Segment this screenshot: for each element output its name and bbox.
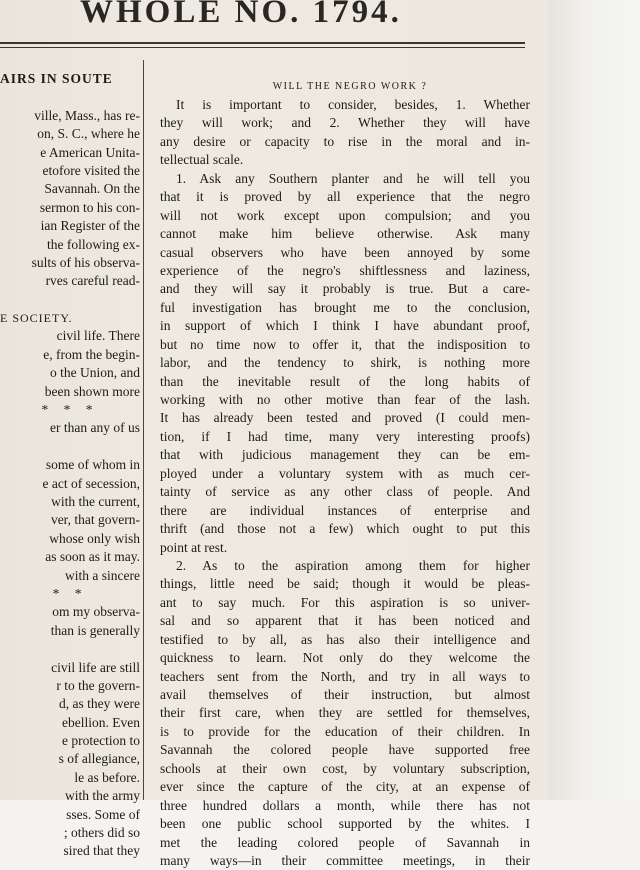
masthead-issue-number: WHOLE NO. 1794. (80, 0, 402, 30)
left-column-line: e act of secession, (42, 475, 140, 491)
masthead-rule-thick (0, 42, 525, 44)
left-column-line (0, 640, 140, 658)
left-column-line: with a sincere (65, 567, 140, 583)
left-column-line: etofore visited the (42, 162, 140, 178)
left-column-line: as soon as it may. (45, 549, 140, 565)
article-text-line: teachers sent from the North, and try in all ways to (160, 668, 530, 684)
left-column-line (0, 291, 140, 309)
left-column-line: le as before. (74, 769, 140, 785)
left-column-line: ville, Mass., has re- (34, 107, 140, 123)
article-text-line: casual observers who have been annoyed by some (160, 244, 530, 260)
left-column-line: the following ex- (47, 236, 140, 252)
left-column-line: been shown more (44, 383, 140, 399)
article-text-line: there are individual instances of enterprise and (160, 502, 530, 518)
left-column-line: o the Union, and (50, 365, 140, 381)
left-column-line: * * (52, 585, 88, 601)
article-text-line: and they will say it probably is true. But a care- (160, 281, 530, 297)
left-column-line: ver, that govern- (50, 512, 140, 528)
left-column-line: with the army (65, 788, 140, 804)
article-text-line: they will work; and 2. Whether they will have (160, 115, 530, 131)
left-column-line (0, 438, 140, 456)
article-title: WILL THE NEGRO WORK ? (272, 81, 428, 92)
article-text-line: ployed under a voluntary system with as much cer- (160, 465, 530, 481)
left-column-line: om my observa- (52, 604, 140, 620)
article-text-line: that it is proved by all experience that the negro (160, 189, 530, 205)
article-text-line: is to provide for the education of their children. In (160, 723, 530, 739)
article-text-line: ant to say much. For this aspiration is so univer- (160, 594, 530, 610)
left-column-line: whose only wish (49, 530, 140, 546)
article-column (160, 78, 530, 870)
left-column-line: sired that they (63, 843, 140, 859)
article-text-line: but no time now to offer it, that the indisposition to (160, 336, 530, 352)
article-text-line: than the inevitable result of the long habits of (160, 373, 530, 389)
article-text-line: thrift (and those not a few) which ought to put this (160, 521, 530, 537)
article-text-line: in support of which I think I have abundant proof, (160, 318, 530, 334)
left-column-line: sses. Some of (66, 806, 140, 822)
left-column-line: * * * (41, 402, 99, 418)
article-text-line: labor, and the tendency to shirk, is nothing more (160, 355, 530, 371)
article-text-line: testified to by all, as has also their intelligence and (160, 631, 530, 647)
article-text-line: been one public school supported by the whites. I (160, 816, 530, 832)
left-column-line: s of allegiance, (58, 751, 140, 767)
left-column-line: e protection to (62, 733, 140, 749)
left-column-line: d, as they were (59, 696, 140, 712)
page-margin-background (548, 0, 640, 800)
article-text-line: quickness to learn. Not only do they welcome the (160, 650, 530, 666)
article-text-line: 2. As to the aspiration among them for higher (176, 557, 530, 573)
left-column-line: with the current, (51, 493, 140, 509)
article-text-line: things, little need be said; though it would be pleas- (160, 576, 530, 592)
article-text-line: three hundred dollars a month, while there has not (160, 797, 530, 813)
article-text-line: working with no other motive than fear of the lash. (160, 392, 530, 407)
article-text-line: experience of the negro's shiftlessness and laziness, (160, 262, 530, 278)
article-text-line: their first care, when they are settled for themselves, (160, 705, 530, 721)
left-column-line: on, S. C., where he (37, 126, 140, 142)
article-text-line: that with judicious management they can be em- (160, 447, 530, 463)
left-column-line: than is generally (50, 622, 140, 638)
article-text-line: tainty of service as any other class of people. And (160, 484, 530, 500)
article-text-line: It is important to consider, besides, 1. Whether (176, 97, 530, 112)
left-column-line: civil life. There (56, 328, 140, 344)
article-text-line: tion, if I had time, many very interesting proofs) (160, 428, 530, 444)
masthead-rule-thin (0, 47, 525, 48)
left-column-line: er than any of us (50, 420, 140, 436)
article-text-line: avail themselves of their instruction, but almost (160, 687, 530, 702)
article-text-line: ever since the capture of the city, at an expense of (160, 779, 530, 795)
left-column-line: ian Register of the (40, 218, 140, 234)
article-text-line: ful investigation has brought me to the conclusion, (160, 299, 530, 315)
left-column-line: ebellion. Even (62, 714, 140, 730)
left-column (0, 70, 140, 861)
article-text-line: will not work except upon compulsion; and you (160, 207, 530, 223)
left-column-line: e, from the begin- (43, 346, 140, 362)
left-column-line: e American Unita- (40, 144, 140, 160)
article-text-line: any desire or capacity to rise in the moral and in- (160, 133, 530, 149)
left-column-line: rves careful read- (45, 273, 140, 289)
article-text-line: tellectual scale. (160, 152, 244, 168)
left-column-line: sermon to his con- (39, 199, 140, 215)
left-column-line: Savannah. On the (44, 181, 140, 197)
left-column-line: sults of his observa- (31, 254, 140, 270)
left-column-line: AIRS IN SOUTE (0, 71, 113, 86)
article-text-line: cannot make him believe otherwise. Ask many (160, 226, 530, 242)
left-column-line: E SOCIETY. (0, 311, 73, 326)
left-column-line: ; others did so (63, 825, 140, 841)
left-column-line: r to the govern- (56, 677, 140, 693)
left-column-line: some of whom in (45, 457, 140, 473)
article-text-line: schools at their own cost, by voluntary subscription, (160, 760, 530, 776)
article-text-line: Savannah the colored people have supported free (160, 742, 530, 758)
article-text-line: many ways—in their committee meetings, in their (160, 852, 530, 868)
article-text-line: met the leading colored people of Savannah in (160, 834, 530, 850)
column-divider (143, 60, 144, 800)
article-text-line: sal and so apparent that it has been noticed and (160, 613, 530, 629)
left-column-line (0, 88, 140, 106)
article-text-line: It has already been tested and proved (I could men- (160, 410, 530, 426)
article-text-line: 1. Ask any Southern planter and he will tell you (176, 170, 530, 186)
article-text-line: point at rest. (160, 539, 228, 555)
left-column-line: civil life are still (51, 659, 140, 675)
